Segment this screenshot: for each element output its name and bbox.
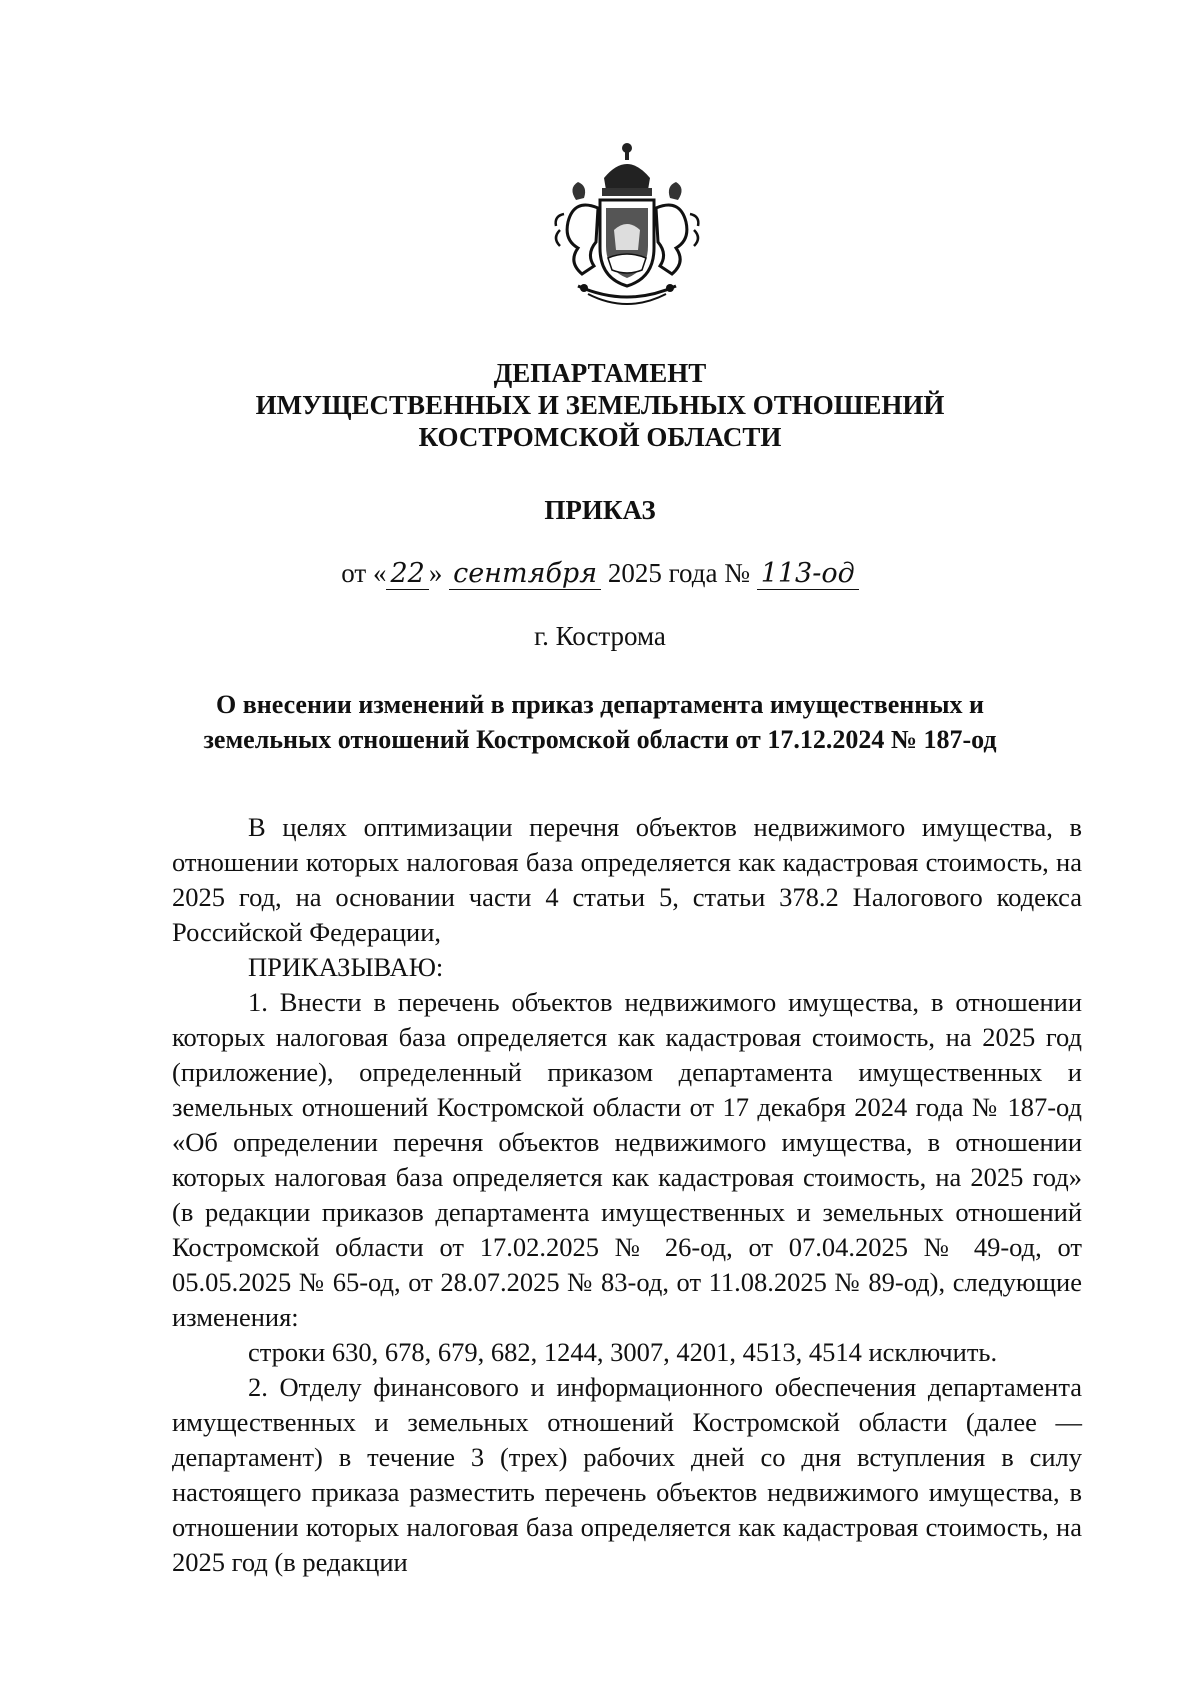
handwritten-month: сентября: [449, 558, 601, 590]
department-header: [0, 357, 1200, 453]
order-title: ПРИКАЗ: [544, 495, 656, 525]
paragraph-item-1: 1. Внести в перечень объектов недвижимого имущества, в отношении которых налоговая база определяется как кадастровая стоимость, на 2025 год (приложение), определенный приказом департамента имущественных и земельных отношений Костромской области от 17 декабря 2024 года № 187-од «Об определении перечня объектов недвижимого имущества, в отношении которых налоговая база определяется как кадастровая стоимость, на 2025 год» (в редакции приказов департамента имущественных и земельных отношений Костромской области от 17.02.2025 № 26-од, от 07.04.2025 № 49-од, от 05.05.2025 № 65-од, от 28.07.2025 № 83-од, от 11.08.2025 № 89-од), следующие изменения:: [172, 987, 1082, 1332]
handwritten-order-number: 113-од: [757, 558, 859, 590]
order-subject: О внесении изменений в приказ департамента имущественных и земельных отношений Костромской области от 17.12.2024 № 187-од: [203, 690, 997, 754]
department-header-line1: ДЕПАРТАМЕНТ: [493, 358, 707, 388]
date-quote-close: »: [428, 558, 443, 588]
handwritten-day: 22: [386, 558, 428, 590]
department-header-line2: ИМУЩЕСТВЕННЫХ И ЗЕМЕЛЬНЫХ ОТНОШЕНИЙ: [255, 390, 945, 420]
paragraph-order-word: ПРИКАЗЫВАЮ:: [248, 952, 444, 982]
paragraph-preamble: В целях оптимизации перечня объектов недвижимого имущества, в отношении которых налоговая база определяется как кадастровая стоимость, на 2025 год, на основании части 4 статьи 5, статьи 378.2 Налогового кодекса Российской Федерации,: [172, 812, 1082, 947]
order-date-line: [0, 556, 1200, 591]
department-header-line3: КОСТРОМСКОЙ ОБЛАСТИ: [418, 422, 782, 452]
order-body: [172, 810, 1082, 1580]
kostroma-coat-of-arms-icon: [538, 138, 716, 316]
city-name: г. Кострома: [534, 621, 666, 651]
date-prefix: от «: [341, 558, 387, 588]
paragraph-rows-excluded: строки 630, 678, 679, 682, 1244, 3007, 4201, 4513, 4514 исключить.: [248, 1337, 998, 1367]
year-text: 2025 года №: [607, 558, 750, 588]
paragraph-item-2: 2. Отделу финансового и информационного обеспечения департамента имущественных и земельных отношений Костромской области (далее — департамент) в течение 3 (трех) рабочих дней со дня вступления в силу настоящего приказа разместить перечень объектов недвижимого имущества, в отношении которых налоговая база определяется как кадастровая стоимость, на 2025 год (в редакции: [172, 1372, 1082, 1577]
